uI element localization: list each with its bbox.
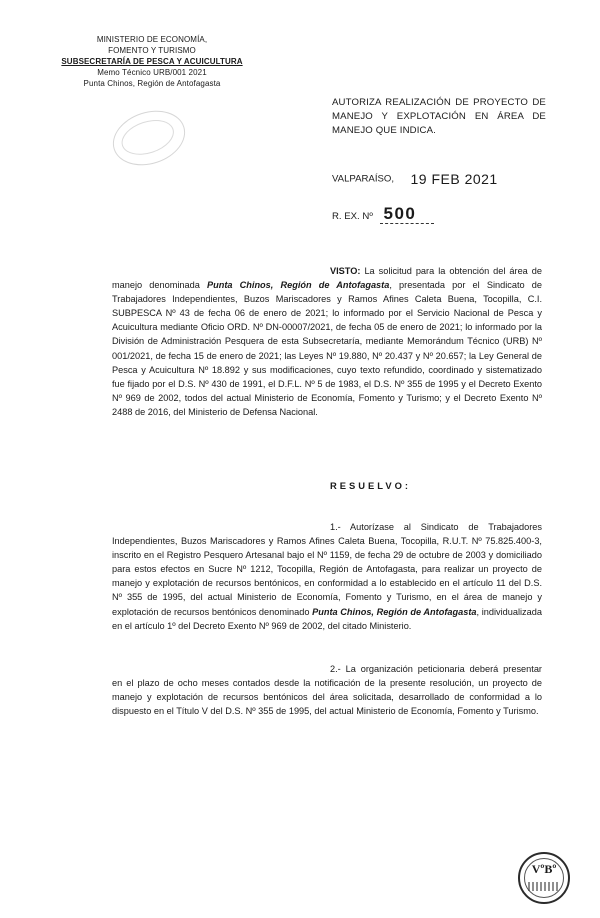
article-1-area-name: Punta Chinos, Región de Antofagasta bbox=[312, 606, 477, 617]
visto-text-1: La solicitud para la obtención del área de manejo denominada bbox=[112, 266, 542, 291]
location-reference: Punta Chinos, Región de Antofagasta bbox=[83, 79, 221, 88]
rex-number-value: 500 bbox=[380, 205, 435, 224]
subsecretaria-line: SUBSECRETARÍA DE PESCA Y ACUICULTURA bbox=[61, 57, 243, 66]
faded-seal-stamp bbox=[106, 102, 192, 174]
vb-stamp-signature-mark bbox=[528, 882, 560, 891]
memo-reference: Memo Técnico URB/001 2021 bbox=[97, 68, 207, 77]
rex-label: R. EX. Nº bbox=[332, 211, 373, 222]
visto-area-name: Punta Chinos, Región de Antofagasta bbox=[206, 280, 390, 291]
letterhead bbox=[52, 34, 252, 89]
article-1-text-1: 1.- Autorízase al Sindicato de Trabajadores Independientes, Buzos Mariscadores y Ramos Afines Caleta Buena, Tocopilla, R.U.T. Nº 75.825.400-3, inscrito en el Registro Pesquero Artesanal bajo el Nº 1159, de fecha 29 de octubre de 2003 y domiciliado para estos efectos en Sucre Nº 1212, Tocopilla, Región de Antofagasta, para realizar un proyecto de manejo y explotación de recursos bentónicos, en conformidad a lo establecido en el artículo 11 del D.S. Nº 355 de 1995, del actual Ministerio de Economía, Fomento y Turismo, en el área de manejo y explotación de recursos bentónicos denominado bbox=[112, 522, 542, 617]
resolution-number bbox=[332, 205, 434, 224]
ministry-line-1: MINISTERIO DE ECONOMÍA, bbox=[96, 35, 208, 44]
vb-approval-stamp bbox=[518, 852, 570, 904]
ministry-line-2: FOMENTO Y TURISMO bbox=[108, 46, 196, 55]
article-1-text-2: , individualizada en el artículo 1º del Decreto Exento Nº 969 de 2002, del citado Ministerio. bbox=[112, 606, 542, 631]
resuelvo-heading: RESUELVO: bbox=[330, 480, 411, 491]
visto-label: VISTO: bbox=[330, 266, 361, 276]
visto-paragraph bbox=[112, 264, 542, 419]
faded-seal-inner-ring bbox=[117, 114, 178, 161]
place-label: VALPARAÍSO, bbox=[332, 173, 395, 185]
date-stamp: 19 FEB 2021 bbox=[410, 170, 498, 187]
article-1-paragraph bbox=[112, 520, 542, 633]
article-2-paragraph: 2.- La organización peticionaria deberá presentar en el plazo de ocho meses contados desde la notificación de la presente resolución, un proyecto de manejo y explotación de recursos bentónicos del área solicitada, desarrollado de conformidad a lo dispuesto en el Título V del D.S. Nº 355 de 1995, del actual Ministerio de Economía, Fomento y Turismo. bbox=[112, 664, 542, 717]
visto-text-2: , presentada por el Sindicato de Trabajadores Independientes, Buzos Mariscadores y Ramos Afines Caleta Buena, Tocopilla, C.I. SUBPESCA Nº 43 de fecha 06 de enero de 2021; lo informado por el Servicio Nacional de Pesca y Acuicultura mediante Oficio ORD. Nº DN-00007/2021, de fecha 05 de enero de 2021; lo informado por la División de Administración Pesquera de esta Subsecretaría, mediante Memorándum Técnico (URB) Nº 001/2021, de fecha 15 de enero de 2021; las Leyes Nº 19.880, Nº 20.437 y Nº 20.657; la Ley General de Pesca y Acuicultura Nº 18.892 y sus modificaciones, cuyo texto refundido, coordinado y sistematizado fue fijado por el D.S. Nº 430 de 1991, el D.F.L. Nº 5 de 1983, el D.S. Nº 355 de 1995 y el Decreto Exento Nº 969 de 2002, todos del actual Ministerio de Economía, Fomento y Turismo; y el Decreto Exento Nº 2488 de 2016, del Ministerio de Defensa Nacional. bbox=[112, 280, 542, 417]
resolution-subject: AUTORIZA REALIZACIÓN DE PROYECTO DE MANEJO Y EXPLOTACIÓN EN ÁREA DE MANEJO QUE INDICA. bbox=[332, 97, 546, 136]
place-and-date bbox=[332, 170, 498, 188]
vb-stamp-text: VºBº bbox=[531, 862, 557, 876]
